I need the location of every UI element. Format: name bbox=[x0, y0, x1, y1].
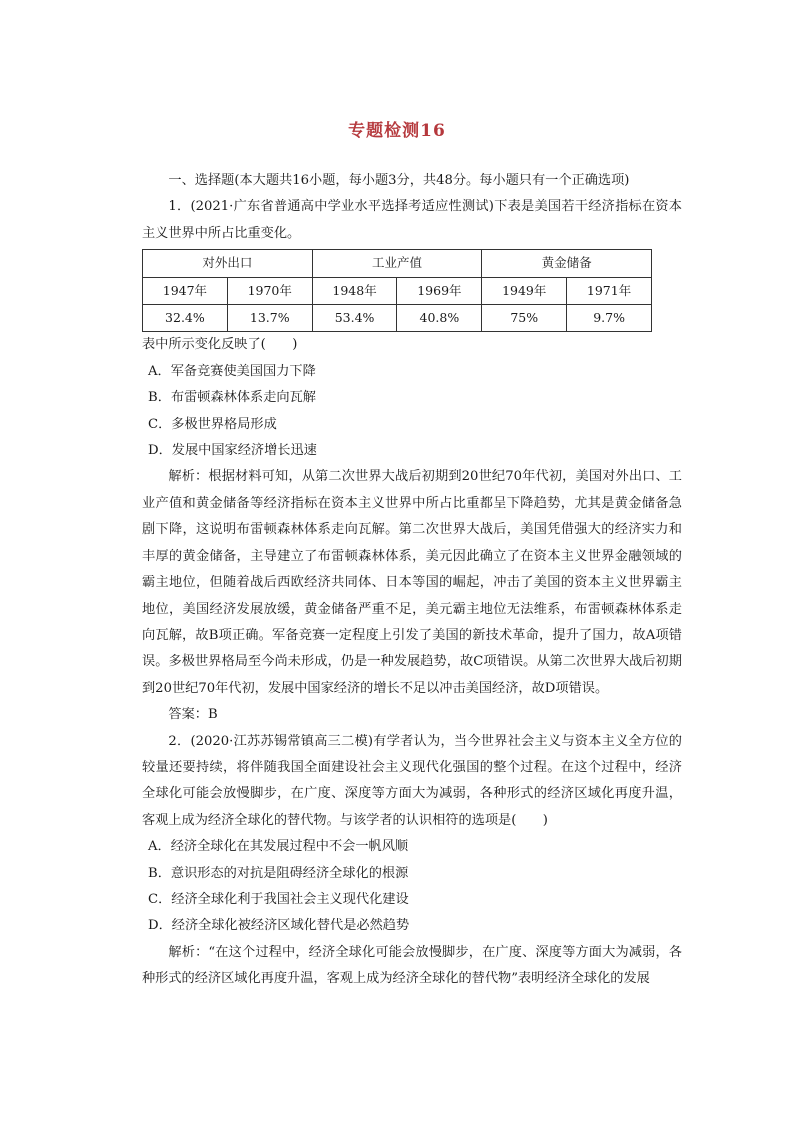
question-2-option-b: B．意识形态的对抗是阻碍经济全球化的根源 bbox=[148, 865, 409, 881]
question-1-option-a: A．军备竞赛使美国国力下降 bbox=[148, 363, 316, 379]
table-cell-value: 53.4% bbox=[312, 305, 397, 332]
document-body bbox=[142, 168, 682, 993]
table-cell-value: 32.4% bbox=[143, 305, 228, 332]
question-2-option-c: C．经济全球化利于我国社会主义现代化建设 bbox=[148, 891, 409, 907]
question-1-option-c: C．多极世界格局形成 bbox=[148, 416, 277, 432]
table-cell-year: 1969年 bbox=[397, 277, 482, 304]
question-1-option-d: D．发展中国家经济增长迅速 bbox=[148, 443, 317, 459]
question-2-option-d: D．经济全球化被经济区域化替代是必然趋势 bbox=[148, 918, 410, 934]
table-year-row bbox=[143, 277, 652, 304]
question-2-stem: 2．(2020·江苏苏锡常镇高三二模)有学者认为，当今世界社会主义与资本主义全方位的较量还要持续，将伴随我国全面建设社会主义现代化强国的整个过程。在这个过程中，经济全球化可能会放慢脚步，在广度、深度等方面大为减弱，各种形式的经济区域化再度升温，客观上成为经济全球化的替代物。与该学者的认识相符的选项是( ) bbox=[142, 733, 682, 828]
table-cell-year: 1947年 bbox=[143, 277, 228, 304]
section-header: 一、选择题(本大题共16小题，每小题3分，共48分。每小题只有一个正确选项) bbox=[168, 173, 630, 188]
table-cell-year: 1970年 bbox=[227, 277, 312, 304]
question-1-prompt: 表中所示变化反映了( ) bbox=[142, 337, 298, 353]
table-cell-value: 75% bbox=[482, 305, 567, 332]
question-1-stem: 1．(2021·广东省普通高中学业水平选择考适应性测试)下表是美国若干经济指标在资本主义世界中所占比重变化。 bbox=[142, 199, 682, 241]
question-2-analysis: 解析：“在这个过程中，经济全球化可能会放慢脚步，在广度、深度等方面大为减弱，各种形式的经济区域化再度升温，客观上成为经济全球化的替代物”表明经济全球化的发展 bbox=[142, 944, 682, 987]
table-cell-value: 9.7% bbox=[567, 305, 652, 332]
table-cell-value: 40.8% bbox=[397, 305, 482, 332]
table-value-row bbox=[143, 305, 652, 332]
table-cell-year: 1948年 bbox=[312, 277, 397, 304]
table-header-row bbox=[143, 250, 652, 277]
table-header: 对外出口 bbox=[143, 250, 313, 277]
table-cell-year: 1949年 bbox=[482, 277, 567, 304]
table-cell-value: 13.7% bbox=[227, 305, 312, 332]
page-title: 专题检测16 bbox=[348, 121, 446, 141]
question-1-option-b: B．布雷顿森林体系走向瓦解 bbox=[148, 390, 316, 406]
question-1-analysis: 解析：根据材料可知，从第二次世界大战后初期到20世纪70年代初，美国对外出口、工业产值和黄金储备等经济指标在资本主义世界中所占比重都呈下降趋势，尤其是黄金储备急剧下降，这说明布雷顿森林体系走向瓦解。第二次世界大战后，美国凭借强大的经济实力和丰厚的黄金储备，主导建立了布雷顿森林体系，美元因此确立了在资本主义世界金融领域的霸主地位，但随着战后西欧经济共同体、日本等国的崛起，冲击了美国的资本主义世界霸主地位，美国经济发展放缓，黄金储备严重不足，美元霸主地位无法维系，布雷顿森林体系走向瓦解，故B项正确。军备竞赛一定程度上引发了美国的新技术革命，提升了国力，故A项错误。多极世界格局至今尚未形成，仍是一种发展趋势，故C项错误。从第二次世界大战后初期到20世纪70年代初，发展中国家经济的增长不足以冲击美国经济，故D项错误。 bbox=[142, 469, 682, 696]
question-2-option-a: A．经济全球化在其发展过程中不会一帆风顺 bbox=[148, 839, 409, 855]
economic-indicators-table bbox=[142, 249, 652, 332]
table-cell-year: 1971年 bbox=[567, 277, 652, 304]
table-header: 黄金储备 bbox=[482, 250, 652, 277]
question-1-answer: 答案：B bbox=[168, 707, 218, 723]
table-header: 工业产值 bbox=[312, 250, 482, 277]
